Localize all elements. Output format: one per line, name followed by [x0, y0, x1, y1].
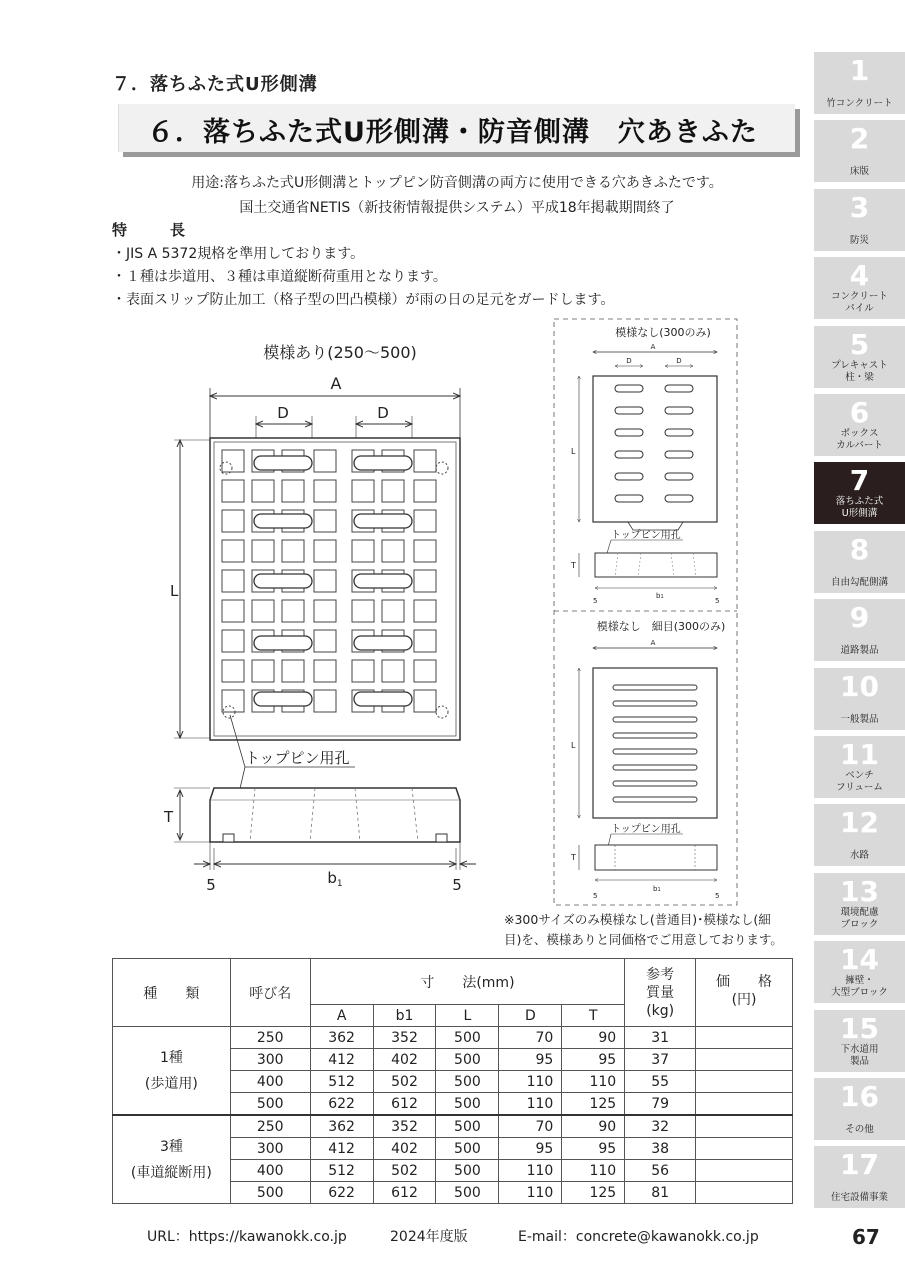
- plain-slot: [665, 429, 693, 436]
- chapter-tab-6[interactable]: [814, 394, 905, 456]
- table-cell: 512: [310, 1071, 373, 1093]
- tab-label: ボックス カルバート: [836, 428, 883, 451]
- table-cell: 500: [436, 1160, 499, 1182]
- use-label: (歩道用): [144, 1075, 198, 1092]
- svg-text:b1: b1: [653, 885, 661, 893]
- table-cell: 125: [562, 1182, 625, 1204]
- note-line-2: 目)を、模様ありと同価格でご用意しております。: [504, 932, 783, 947]
- dim-t-label: T: [164, 808, 174, 826]
- grip-square: [352, 660, 374, 682]
- svg-text:T: T: [571, 853, 576, 862]
- title-bar: [118, 104, 795, 152]
- fine-slot: [613, 797, 697, 802]
- chapter-tab-11[interactable]: [814, 736, 905, 798]
- table-cell: 56: [625, 1160, 696, 1182]
- fine-slot: [613, 717, 697, 722]
- grip-square: [222, 600, 244, 622]
- type-cell: [113, 1115, 231, 1204]
- table-cell: 37: [625, 1049, 696, 1071]
- tab-number: 12: [840, 806, 879, 840]
- svg-text:5: 5: [593, 892, 598, 900]
- chapter-tab-14[interactable]: [814, 941, 905, 1003]
- table-cell: 512: [310, 1160, 373, 1182]
- table-cell: 500: [436, 1115, 499, 1138]
- price-cell: [696, 1027, 793, 1049]
- price-cell: [696, 1093, 793, 1116]
- table-cell: 250: [230, 1115, 310, 1138]
- tab-number: 15: [840, 1011, 879, 1045]
- dim-5-left: 5: [206, 876, 216, 894]
- use-label: (車道縦断用): [130, 1164, 212, 1181]
- table-cell: 402: [373, 1138, 436, 1160]
- grip-square: [414, 690, 436, 712]
- page-title: ６．落ちふた式U形側溝・防音側溝 穴あきふた: [147, 117, 758, 148]
- col-t: T: [562, 1005, 625, 1027]
- plain-slot: [615, 495, 643, 502]
- svg-text:A: A: [650, 639, 656, 647]
- col-dim: 寸 法(mm): [310, 959, 625, 1005]
- table-cell: 362: [310, 1115, 373, 1138]
- table-cell: 502: [373, 1160, 436, 1182]
- tab-number: 8: [849, 532, 870, 566]
- price-cell: [696, 1138, 793, 1160]
- tab-label: 防災: [849, 234, 869, 246]
- table-cell: 500: [436, 1049, 499, 1071]
- table-cell: 70: [499, 1115, 562, 1138]
- tab-label: 水路: [849, 850, 869, 862]
- drain-slot: [354, 692, 412, 706]
- grip-square: [314, 510, 336, 532]
- fine-slot: [613, 685, 697, 690]
- table-cell: 110: [499, 1093, 562, 1116]
- table-cell: 352: [373, 1027, 436, 1049]
- table-cell: 95: [499, 1049, 562, 1071]
- grip-square: [314, 480, 336, 502]
- grip-square: [352, 480, 374, 502]
- grip-square: [382, 600, 404, 622]
- grip-square: [282, 660, 304, 682]
- features-heading: 特 長: [112, 221, 200, 239]
- grip-square: [222, 690, 244, 712]
- table-cell: 400: [230, 1071, 310, 1093]
- svg-text:D: D: [676, 357, 682, 365]
- grip-square: [282, 540, 304, 562]
- price-cell: [696, 1115, 793, 1138]
- plain-slot: [615, 407, 643, 414]
- grip-square: [314, 660, 336, 682]
- plain-slot: [665, 407, 693, 414]
- table-cell: 38: [625, 1138, 696, 1160]
- chapter-tab-8[interactable]: [814, 531, 905, 593]
- table-cell: 500: [230, 1093, 310, 1116]
- table-cell: 352: [373, 1115, 436, 1138]
- col-name: 呼び名: [230, 959, 310, 1027]
- table-cell: 612: [373, 1182, 436, 1204]
- grip-square: [252, 660, 274, 682]
- table-cell: 622: [310, 1093, 373, 1116]
- table-row: [113, 1115, 793, 1138]
- grip-square: [222, 660, 244, 682]
- table-cell: 622: [310, 1182, 373, 1204]
- grip-square: [314, 690, 336, 712]
- plain-slot: [665, 495, 693, 502]
- table-cell: 90: [562, 1027, 625, 1049]
- purpose-line-2: 国土交通省NETIS（新技術情報提供システム）平成18年掲載期間終了: [239, 200, 675, 216]
- tab-label: プレキャスト 柱・梁: [831, 359, 888, 383]
- type-label: 3種: [159, 1138, 183, 1155]
- grip-square: [252, 540, 274, 562]
- section-heading: ７．落ちふた式U形側溝: [112, 74, 318, 95]
- table-cell: 500: [436, 1138, 499, 1160]
- dim-b1-label: $b_1$: [327, 869, 343, 889]
- grip-square: [314, 600, 336, 622]
- plain-slot: [615, 429, 643, 436]
- table-cell: 55: [625, 1071, 696, 1093]
- chapter-tab-2[interactable]: [814, 120, 905, 182]
- table-cell: 412: [310, 1138, 373, 1160]
- price-cell: [696, 1049, 793, 1071]
- dim-d-label-left: D: [277, 404, 289, 422]
- spec-table: [112, 958, 793, 1204]
- dim-a-label: A: [330, 374, 342, 393]
- toppin-hole-label: トップピン用孔: [245, 749, 350, 767]
- grip-square: [222, 630, 244, 652]
- grip-square: [282, 600, 304, 622]
- grip-square: [252, 600, 274, 622]
- feature-item: ・JIS A 5372規格を準用しております。: [112, 246, 365, 262]
- fine-slot: [613, 765, 697, 770]
- feature-item: ・１種は歩道用、３種は車道縦断荷重用となります。: [112, 269, 447, 285]
- feature-item: ・表面スリップ防止加工（格子型の凹凸模様）が雨の日の足元をガードします。: [112, 292, 615, 308]
- tab-number: 13: [840, 874, 879, 908]
- table-cell: 502: [373, 1071, 436, 1093]
- drain-slot: [254, 574, 312, 588]
- type-cell: [113, 1027, 231, 1116]
- price-cell: [696, 1071, 793, 1093]
- tab-label: その他: [845, 1124, 874, 1135]
- table-cell: 500: [436, 1182, 499, 1204]
- table-cell: 110: [562, 1071, 625, 1093]
- tab-label: 住宅設備事業: [830, 1192, 888, 1204]
- plain-slot: [615, 451, 643, 458]
- plain-slot: [615, 385, 643, 392]
- tab-number: 9: [849, 601, 870, 635]
- chapter-tab-7[interactable]: [814, 462, 905, 524]
- tab-label: 環境配慮 ブロック: [840, 906, 879, 930]
- tab-number: 10: [840, 669, 879, 703]
- plain-slot: [665, 385, 693, 392]
- table-cell: 402: [373, 1049, 436, 1071]
- table-cell: 110: [499, 1071, 562, 1093]
- svg-text:T: T: [571, 561, 576, 570]
- table-cell: 500: [436, 1093, 499, 1116]
- dim-d-label-right: D: [377, 404, 389, 422]
- chapter-tab-9[interactable]: [814, 599, 905, 661]
- table-cell: 125: [562, 1093, 625, 1116]
- svg-text:5: 5: [715, 597, 720, 605]
- page-number: 67: [852, 1225, 880, 1249]
- table-cell: 32: [625, 1115, 696, 1138]
- tab-number: 3: [849, 190, 870, 224]
- drain-slot: [354, 636, 412, 650]
- drain-slot: [354, 574, 412, 588]
- table-cell: 300: [230, 1049, 310, 1071]
- table-cell: 500: [230, 1182, 310, 1204]
- table-cell: 500: [436, 1071, 499, 1093]
- chapter-tab-3[interactable]: [814, 189, 905, 251]
- grip-square: [314, 540, 336, 562]
- fine-toppin-label: トップピン用孔: [611, 824, 681, 835]
- drain-slot: [354, 456, 412, 470]
- table-cell: 31: [625, 1027, 696, 1049]
- chapter-tab-5[interactable]: [814, 326, 905, 388]
- tab-number: 6: [849, 396, 870, 429]
- grip-square: [382, 540, 404, 562]
- drain-slot: [254, 514, 312, 528]
- grip-square: [222, 510, 244, 532]
- dim-l-label: L: [170, 582, 179, 600]
- drain-slot: [254, 636, 312, 650]
- grip-square: [414, 480, 436, 502]
- table-cell: 362: [310, 1027, 373, 1049]
- price-cell: [696, 1182, 793, 1204]
- grip-square: [352, 540, 374, 562]
- tab-number: 1: [849, 54, 870, 87]
- grip-square: [414, 570, 436, 592]
- plain-title: 模様なし(300のみ): [615, 326, 711, 339]
- fine-title: 模様なし 細目(300のみ): [596, 620, 726, 633]
- drain-slot: [254, 456, 312, 470]
- note-line-1: ※300サイズのみ模様なし(普通目)･模様なし(細: [504, 912, 771, 927]
- grip-square: [314, 630, 336, 652]
- plain-dim-a: A: [650, 343, 656, 351]
- purpose-line-1: 用途:落ちふた式U形側溝とトップピン防音側溝の両方に使用できる穴あきふたです。: [191, 175, 723, 191]
- col-b1: b1: [373, 1005, 436, 1027]
- table-cell: 110: [499, 1160, 562, 1182]
- main-drawing: [150, 330, 490, 895]
- grip-square: [282, 480, 304, 502]
- table-cell: 250: [230, 1027, 310, 1049]
- grip-square: [414, 630, 436, 652]
- plain-slot: [665, 473, 693, 480]
- table-cell: 95: [562, 1138, 625, 1160]
- table-cell: 70: [499, 1027, 562, 1049]
- grip-square: [382, 660, 404, 682]
- plain-slot: [665, 451, 693, 458]
- svg-text:L: L: [571, 447, 576, 456]
- col-a: A: [310, 1005, 373, 1027]
- svg-text:b1: b1: [656, 592, 664, 600]
- dim-5-right: 5: [452, 876, 462, 894]
- chapter-tab-13[interactable]: [814, 873, 905, 935]
- tab-number: 14: [840, 943, 879, 977]
- col-d: D: [499, 1005, 562, 1027]
- chapter-tab-4[interactable]: [814, 257, 905, 319]
- grip-square: [222, 450, 244, 472]
- col-price: 価 格 (円): [696, 959, 793, 1027]
- chapter-tab-1[interactable]: [814, 52, 905, 114]
- alt-drawings: [553, 318, 738, 906]
- tab-label: 道路製品: [840, 645, 879, 657]
- footer-url[interactable]: URL：https://kawanokk.co.jp: [147, 1229, 347, 1245]
- table-row: [113, 1027, 793, 1049]
- table-cell: 300: [230, 1138, 310, 1160]
- footer-email[interactable]: E-mail：concrete@kawanokk.co.jp: [518, 1229, 759, 1245]
- svg-text:D: D: [626, 357, 632, 365]
- col-type: 種 類: [113, 959, 231, 1027]
- table-cell: 110: [562, 1160, 625, 1182]
- drain-slot: [254, 692, 312, 706]
- table-cell: 95: [499, 1138, 562, 1160]
- col-l: L: [436, 1005, 499, 1027]
- tab-label: ベンチ フリューム: [836, 770, 883, 793]
- table-cell: 90: [562, 1115, 625, 1138]
- grip-square: [314, 450, 336, 472]
- tab-label: 下水道用 製品: [840, 1043, 879, 1067]
- type-label: 1種: [159, 1049, 183, 1066]
- chapter-tab-10[interactable]: [814, 668, 905, 730]
- grip-square: [382, 480, 404, 502]
- plain-toppin-label: トップピン用孔: [611, 530, 681, 541]
- drain-slot: [354, 514, 412, 528]
- grip-square: [352, 600, 374, 622]
- tab-number: 17: [840, 1148, 879, 1182]
- table-cell: 500: [436, 1027, 499, 1049]
- tab-label: 一般製品: [840, 713, 879, 725]
- tab-number: 7: [849, 464, 870, 498]
- grip-square: [414, 540, 436, 562]
- svg-text:5: 5: [593, 597, 598, 605]
- tab-label: 床版: [849, 166, 869, 178]
- fine-slot: [613, 749, 697, 754]
- chapter-tab-16[interactable]: [814, 1078, 905, 1140]
- tab-label: 竹コンクリート: [826, 98, 893, 109]
- grip-square: [252, 480, 274, 502]
- fine-slot: [613, 733, 697, 738]
- chapter-tab-17[interactable]: [814, 1146, 905, 1208]
- tab-label: コンクリート パイル: [831, 291, 888, 315]
- table-cell: 612: [373, 1093, 436, 1116]
- grip-square: [222, 570, 244, 592]
- chapter-tab-15[interactable]: [814, 1010, 905, 1072]
- chapter-tab-12[interactable]: [814, 804, 905, 866]
- table-cell: 95: [562, 1049, 625, 1071]
- tab-number: 5: [849, 327, 870, 361]
- tab-number: 11: [840, 738, 879, 771]
- grip-square: [222, 540, 244, 562]
- fine-slot: [613, 701, 697, 706]
- table-cell: 79: [625, 1093, 696, 1116]
- svg-text:5: 5: [715, 892, 720, 900]
- grip-square: [314, 570, 336, 592]
- col-weight: 参考 質量 (kg): [625, 959, 696, 1027]
- grip-square: [414, 660, 436, 682]
- grip-square: [222, 480, 244, 502]
- tab-number: 16: [840, 1080, 879, 1113]
- tab-label: 落ちふた式 U形側溝: [835, 496, 884, 520]
- table-cell: 412: [310, 1049, 373, 1071]
- footer-edition: 2024年度版: [390, 1229, 468, 1245]
- svg-text:L: L: [571, 741, 576, 750]
- tab-number: 2: [849, 122, 870, 156]
- grip-square: [414, 450, 436, 472]
- fine-slot: [613, 781, 697, 786]
- table-cell: 81: [625, 1182, 696, 1204]
- price-cell: [696, 1160, 793, 1182]
- tab-number: 4: [849, 259, 870, 293]
- plain-slot: [615, 473, 643, 480]
- table-cell: 400: [230, 1160, 310, 1182]
- grip-square: [414, 600, 436, 622]
- grip-square: [414, 510, 436, 532]
- table-cell: 110: [499, 1182, 562, 1204]
- tab-label: 自由勾配側溝: [830, 576, 888, 588]
- tab-label: 擁壁・ 大型ブロック: [831, 975, 888, 999]
- main-drawing-title: 模様あり(250～500): [263, 343, 417, 362]
